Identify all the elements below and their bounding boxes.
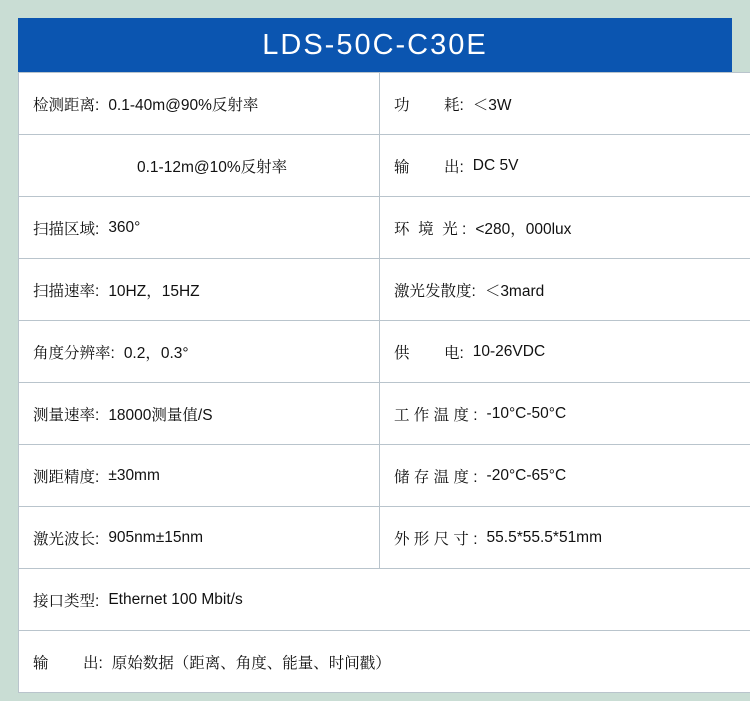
table-cell-scan-area <box>19 197 380 259</box>
table-cell-distance-label <box>19 73 380 135</box>
spec-label: 角度分辨率: <box>33 344 115 362</box>
spec-value: <280，000lux <box>475 220 572 238</box>
table-row <box>19 259 750 321</box>
spec-label: 储 存 温 度 : <box>394 468 478 486</box>
spec-label: 检测距离: <box>33 96 100 114</box>
table-cell-power <box>380 73 750 135</box>
table-cell-interface-type <box>19 569 750 631</box>
table-cell-laser-divergence <box>380 259 750 321</box>
spec-value: 18000测量值/S <box>108 406 213 424</box>
spec-value: 905nm±15nm <box>108 528 203 546</box>
table-row <box>19 631 750 693</box>
spec-value: 原始数据（距离、角度、能量、时间戳） <box>111 654 391 672</box>
spec-label: 输 出: <box>394 158 464 176</box>
spec-value: 0.2，0.3° <box>123 344 189 362</box>
table-cell-output-data <box>19 631 750 693</box>
table-cell-ambient-light <box>380 197 750 259</box>
table-body <box>19 73 750 693</box>
spec-value: 10-26VDC <box>472 342 546 360</box>
table-cell-distance-secondary <box>19 135 380 197</box>
page-title: LDS-50C-C30E <box>262 28 488 61</box>
spec-label: 扫描区域: <box>33 220 100 238</box>
spec-label: 输 出: <box>33 654 103 672</box>
spec-label: 工 作 温 度 : <box>394 406 478 424</box>
spec-value: 10HZ，15HZ <box>108 282 200 300</box>
spec-label: 激光波长: <box>33 530 100 548</box>
spec-value: -10°C-50°C <box>486 404 567 422</box>
table-row <box>19 445 750 507</box>
spec-label: 测量速率: <box>33 406 100 424</box>
table-row <box>19 197 750 259</box>
spec-value: 55.5*55.5*51mm <box>486 528 603 546</box>
spec-value: -20°C-65°C <box>486 466 567 484</box>
title-bar <box>18 18 732 72</box>
spec-label: 接口类型: <box>33 592 100 610</box>
spec-value: 0.1-12m@10%反射率 <box>137 158 288 176</box>
spec-value: DC 5V <box>472 156 519 174</box>
table-row <box>19 135 750 197</box>
table-row <box>19 321 750 383</box>
spec-value: 360° <box>108 218 141 236</box>
table-row <box>19 383 750 445</box>
spec-value: ＜3W <box>472 96 512 114</box>
spec-label: 扫描速率: <box>33 282 100 300</box>
table-cell-output-voltage <box>380 135 750 197</box>
table-row <box>19 507 750 569</box>
table-cell-measure-rate <box>19 383 380 445</box>
table-cell-angular-resolution <box>19 321 380 383</box>
spec-label: 供 电: <box>394 344 464 362</box>
spec-label: 外 形 尺 寸 : <box>394 530 478 548</box>
table-row <box>19 73 750 135</box>
spec-value: ±30mm <box>108 466 160 484</box>
table-cell-operating-temperature <box>380 383 750 445</box>
spec-label: 测距精度: <box>33 468 100 486</box>
spec-value: 0.1-40m@90%反射率 <box>108 96 259 114</box>
table-cell-ranging-accuracy <box>19 445 380 507</box>
table-cell-laser-wavelength <box>19 507 380 569</box>
spec-value: Ethernet 100 Mbit/s <box>108 590 243 608</box>
spec-label: 激光发散度: <box>394 282 476 300</box>
specifications-table <box>18 72 750 693</box>
table-cell-dimensions <box>380 507 750 569</box>
table-cell-scan-rate <box>19 259 380 321</box>
table-cell-storage-temperature <box>380 445 750 507</box>
table-row <box>19 569 750 631</box>
spec-label: 环 境 光 : <box>394 220 467 238</box>
table-cell-supply-voltage <box>380 321 750 383</box>
spec-value: ＜3mard <box>484 282 545 300</box>
spec-sheet <box>18 18 732 683</box>
spec-label: 功 耗: <box>394 96 464 114</box>
